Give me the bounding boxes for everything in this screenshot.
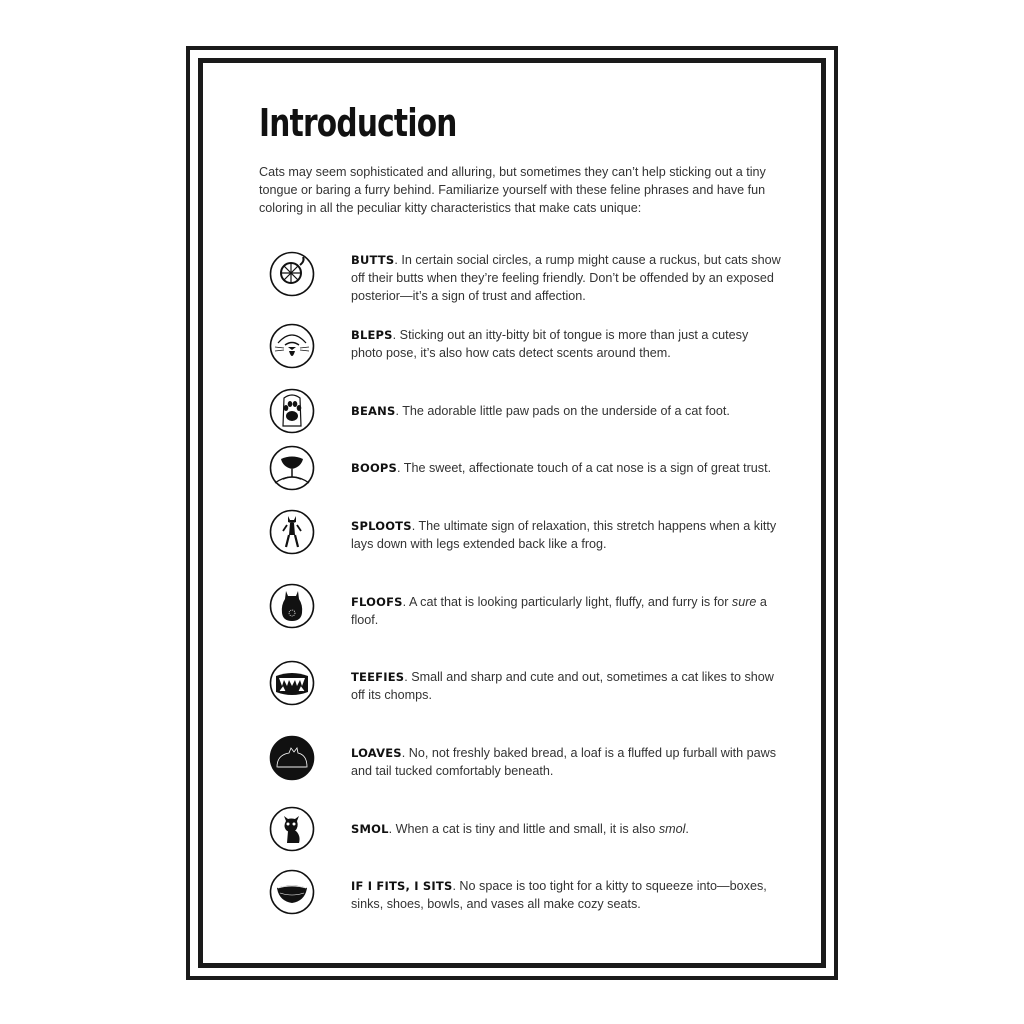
cat-tongue-icon xyxy=(269,323,315,369)
glossary-definition: . A cat that is looking particularly light, fluffy, and furry is for xyxy=(402,595,732,609)
glossary-text xyxy=(351,326,781,362)
glossary-text xyxy=(351,820,781,838)
glossary-text xyxy=(351,251,781,305)
glossary-term: SMOL xyxy=(351,822,389,836)
glossary-definition: . Sticking out an itty-bitty bit of tongue is more than just a cutesy photo pose, it’s also how cats detect scents around them. xyxy=(351,328,749,360)
glossary-definition: . No, not freshly baked bread, a loaf is a fluffed up furball with paws and tail tucked comfortably beneath. xyxy=(351,746,777,778)
paw-icon xyxy=(269,388,315,434)
glossary-term: FLOOFS xyxy=(351,595,403,609)
glossary-definition: . When a cat is tiny and little and small, it is also xyxy=(388,822,659,836)
glossary-text xyxy=(351,668,781,704)
page-content xyxy=(259,101,781,911)
glossary-text xyxy=(351,517,781,553)
page-title: Introduction xyxy=(259,101,457,145)
glossary-text xyxy=(351,744,781,780)
fluffy-cat-icon xyxy=(269,583,315,629)
glossary-definition: . In certain social circles, a rump might cause a ruckus, but cats show off their butts when they’re feeling friendly. Don’t be offended by an exposed posterior—it’s a sign of trust and affection. xyxy=(351,253,781,303)
cat-loaf-icon xyxy=(269,735,315,781)
cat-butt-icon xyxy=(269,251,315,297)
glossary-definition: . The adorable little paw pads on the underside of a cat foot. xyxy=(395,404,730,418)
glossary-term: BUTTS xyxy=(351,253,395,267)
glossary-term: BLEPS xyxy=(351,328,393,342)
cat-nose-icon xyxy=(269,445,315,491)
splooting-cat-icon xyxy=(269,509,315,555)
glossary-definition-end: . xyxy=(685,822,689,836)
glossary-definition: . The ultimate sign of relaxation, this stretch happens when a kitty lays down with legs extended back like a frog. xyxy=(351,519,777,551)
glossary-term: LOAVES xyxy=(351,746,402,760)
glossary-emphasis: sure xyxy=(731,595,757,609)
cat-teeth-icon xyxy=(269,660,315,706)
glossary-term: IF I FITS, I SITS xyxy=(351,879,453,893)
glossary-term: SPLOOTS xyxy=(351,519,412,533)
glossary-emphasis: smol xyxy=(658,822,686,836)
cat-in-bowl-icon xyxy=(269,869,315,915)
intro-paragraph: Cats may seem sophisticated and alluring, but sometimes they can’t help sticking out a tiny tongue or baring a furry behind. Familiarize yourself with these feline phrases and have fun coloring in all the peculiar kitty characteristics that make cats unique: xyxy=(259,165,766,215)
glossary-definition: . Small and sharp and cute and out, sometimes a cat likes to show off its chomps. xyxy=(351,670,774,702)
glossary-text xyxy=(351,593,781,629)
glossary-definition-end: a floof. xyxy=(351,595,767,627)
glossary-term: TEEFIES xyxy=(351,670,405,684)
glossary-term: BOOPS xyxy=(351,461,398,475)
glossary-text xyxy=(351,459,781,477)
glossary-definition: . The sweet, affectionate touch of a cat nose is a sign of great trust. xyxy=(397,461,772,475)
page-outer-border xyxy=(186,46,838,980)
glossary-definition: . No space is too tight for a kitty to squeeze into—boxes, sinks, shoes, bowls, and vases all make cozy seats. xyxy=(351,879,767,911)
page-inner-border xyxy=(198,58,826,968)
glossary-text xyxy=(351,877,781,913)
glossary-term: BEANS xyxy=(351,404,396,418)
kitten-icon xyxy=(269,806,315,852)
glossary-text xyxy=(351,402,781,420)
